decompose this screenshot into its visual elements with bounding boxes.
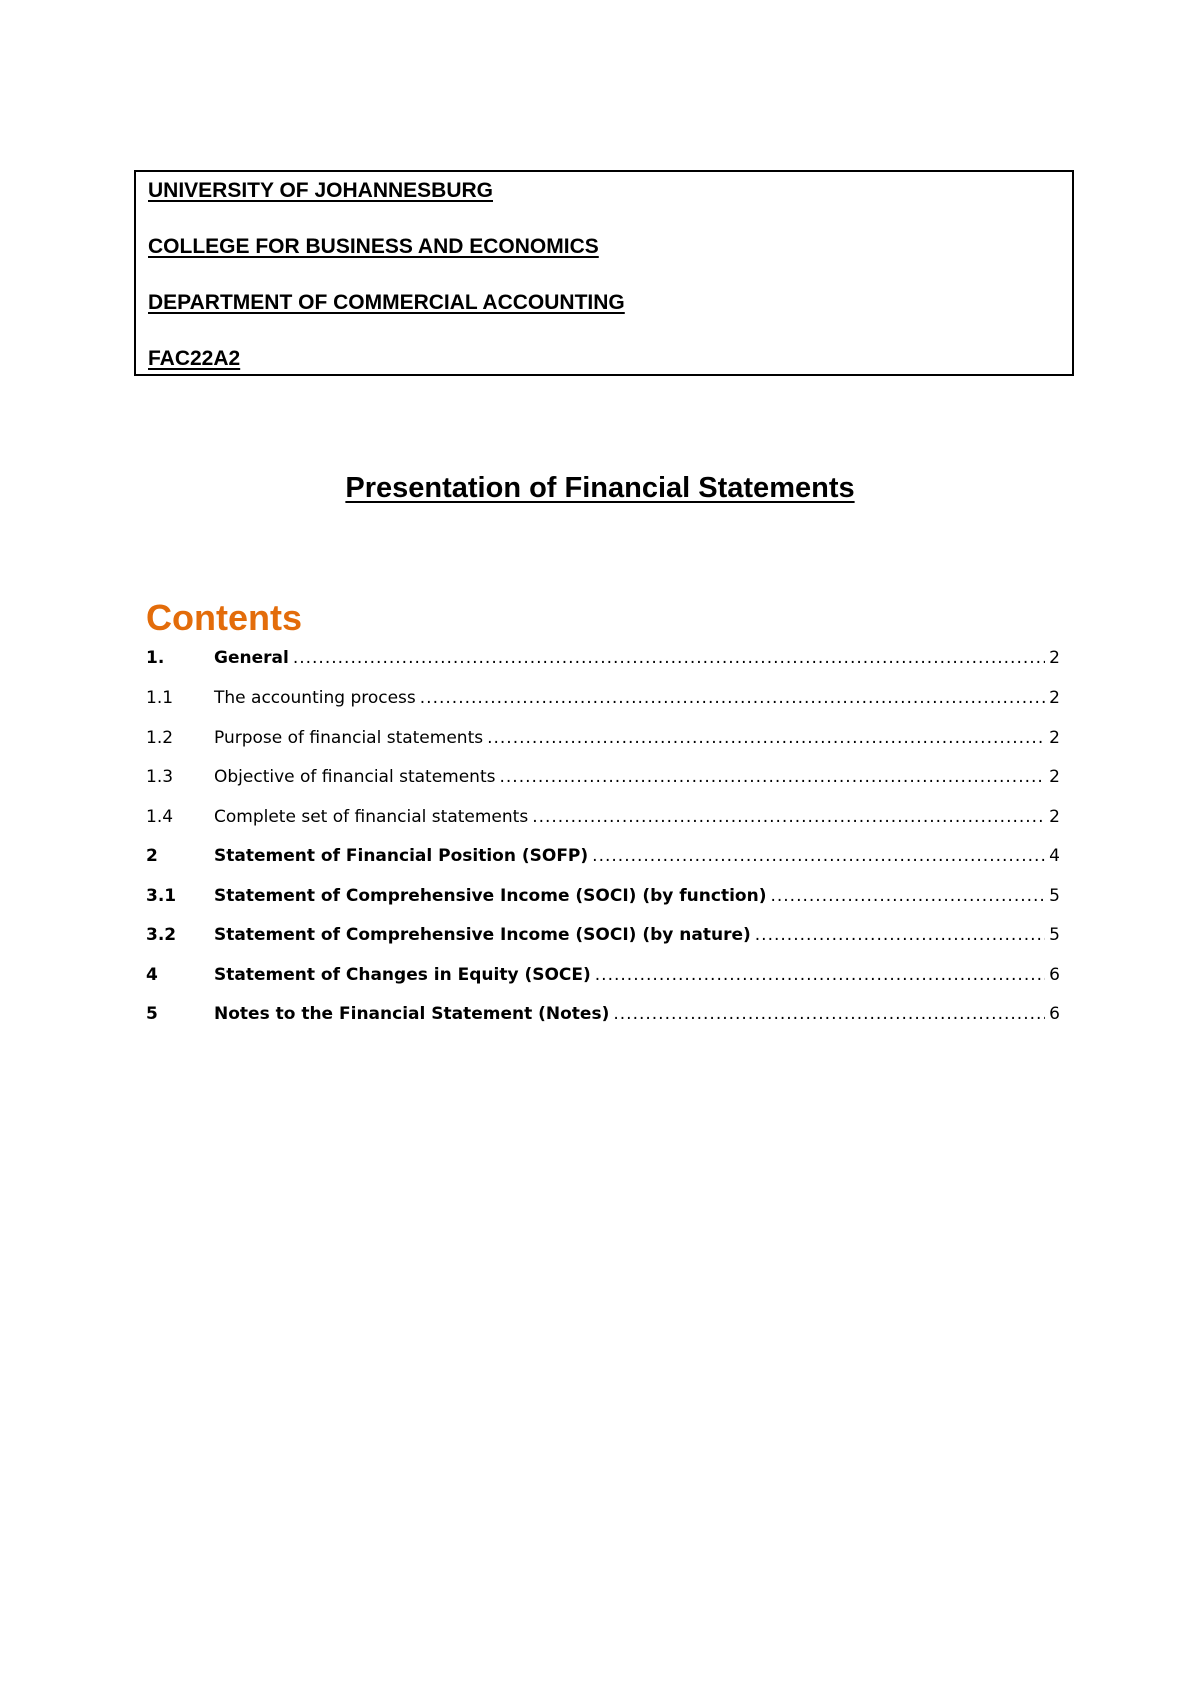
toc-entry-label: Statement of Changes in Equity (SOCE) bbox=[214, 965, 591, 985]
toc-entry-page: 4 bbox=[1049, 846, 1060, 866]
college-name: COLLEGE FOR BUSINESS AND ECONOMICS bbox=[148, 235, 599, 258]
toc-entry[interactable] bbox=[146, 922, 1060, 948]
toc-entry-label: Statement of Comprehensive Income (SOCI) (by function) bbox=[214, 886, 767, 906]
toc-entry-page: 5 bbox=[1049, 925, 1060, 945]
toc-entry-number: 3.2 bbox=[146, 925, 177, 945]
toc-dot-leader bbox=[613, 1001, 1045, 1027]
toc-entry-label: The accounting process bbox=[214, 688, 416, 708]
toc-entry-page: 2 bbox=[1049, 648, 1060, 668]
toc-dot-leader bbox=[770, 883, 1045, 909]
toc-entry-label: Statement of Financial Position (SOFP) bbox=[214, 846, 589, 866]
toc-entry-page: 6 bbox=[1049, 1004, 1060, 1024]
toc-entry-label: Complete set of financial statements bbox=[214, 807, 529, 827]
toc-dot-leader bbox=[499, 764, 1045, 790]
toc-entry-number: 5 bbox=[146, 1004, 158, 1024]
toc-entry-number: 1. bbox=[146, 648, 165, 668]
toc-entry-number: 3.1 bbox=[146, 886, 177, 906]
toc-entry-number: 2 bbox=[146, 846, 158, 866]
header-box bbox=[134, 170, 1074, 376]
toc-entry-number: 4 bbox=[146, 965, 158, 985]
toc-entry[interactable] bbox=[146, 962, 1060, 988]
toc-entry-label: Notes to the Financial Statement (Notes) bbox=[214, 1004, 610, 1024]
toc-entry-page: 5 bbox=[1049, 886, 1060, 906]
toc-entry-page: 2 bbox=[1049, 807, 1060, 827]
toc-dot-leader bbox=[532, 804, 1045, 830]
toc-entry-number: 1.1 bbox=[146, 688, 174, 708]
toc-entry-page: 6 bbox=[1049, 965, 1060, 985]
university-name: UNIVERSITY OF JOHANNESBURG bbox=[148, 179, 493, 202]
toc-entry-number: 1.3 bbox=[146, 767, 174, 787]
toc-dot-leader bbox=[420, 685, 1045, 711]
toc-dot-leader bbox=[755, 922, 1045, 948]
contents-heading: Contents bbox=[146, 597, 302, 638]
toc-entry[interactable] bbox=[146, 725, 1060, 751]
toc-dot-leader bbox=[595, 962, 1045, 988]
toc-entry[interactable] bbox=[146, 645, 1060, 671]
module-code: FAC22A2 bbox=[148, 347, 241, 370]
toc-entry-label: General bbox=[214, 648, 289, 668]
toc-entry[interactable] bbox=[146, 843, 1060, 869]
toc-entry-number: 1.4 bbox=[146, 807, 174, 827]
toc-entry-number: 1.2 bbox=[146, 728, 174, 748]
toc-entry[interactable] bbox=[146, 764, 1060, 790]
toc-entry-page: 2 bbox=[1049, 728, 1060, 748]
toc-dot-leader bbox=[592, 843, 1045, 869]
toc-dot-leader bbox=[487, 725, 1045, 751]
toc-entry-label: Purpose of financial statements bbox=[214, 728, 484, 748]
toc-entry-page: 2 bbox=[1049, 688, 1060, 708]
department-name: DEPARTMENT OF COMMERCIAL ACCOUNTING bbox=[148, 291, 625, 314]
toc-entry-label: Objective of financial statements bbox=[214, 767, 496, 787]
toc-entry-label: Statement of Comprehensive Income (SOCI) (by nature) bbox=[214, 925, 751, 945]
toc-entry[interactable] bbox=[146, 883, 1060, 909]
toc-entry[interactable] bbox=[146, 685, 1060, 711]
toc-entry-page: 2 bbox=[1049, 767, 1060, 787]
toc-dot-leader bbox=[293, 645, 1045, 671]
toc-entry[interactable] bbox=[146, 1001, 1060, 1027]
document-title: Presentation of Financial Statements bbox=[345, 472, 855, 504]
toc-entry[interactable] bbox=[146, 804, 1060, 830]
